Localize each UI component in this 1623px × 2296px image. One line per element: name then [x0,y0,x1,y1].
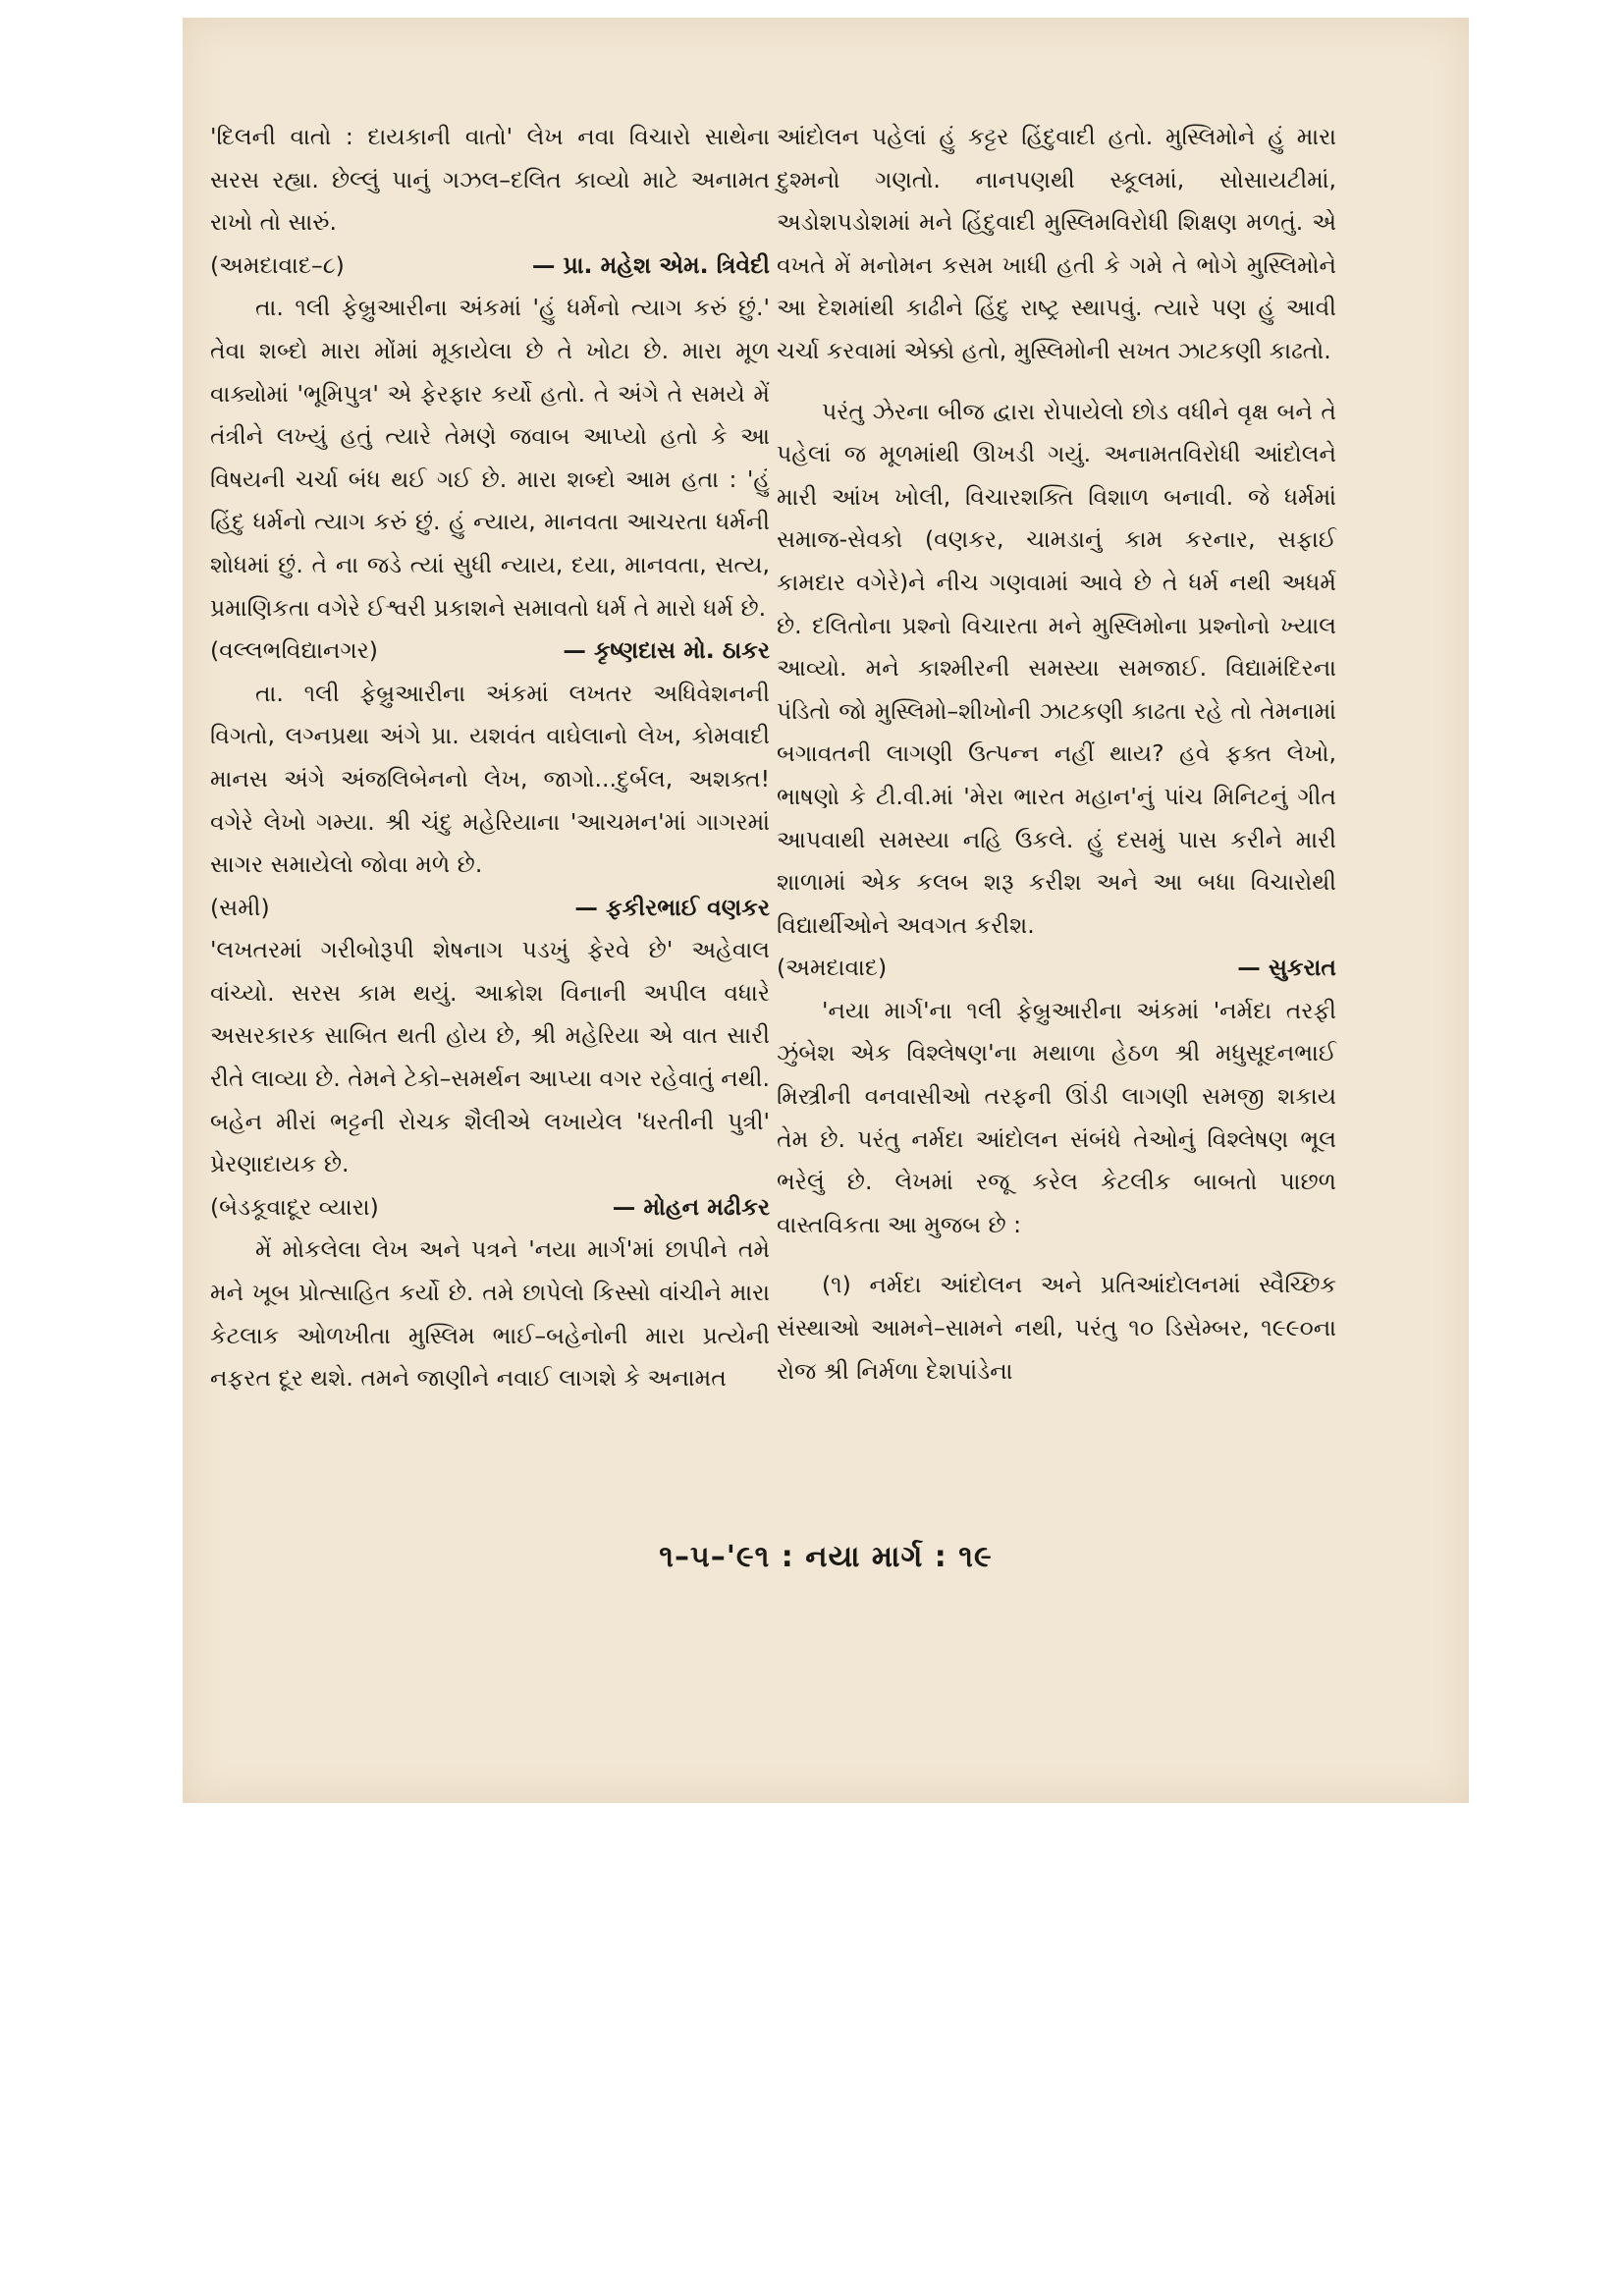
page-footer: ૧–૫–'૯૧ : નયા માર્ગ : ૧૯ [659,1540,993,1574]
signature-place: (વલ્લભવિદ્યાનગર) [210,636,378,665]
letter-paragraph: 'લખતરમાં ગરીબોરૂપી શેષનાગ પડખું ફેરવે છે' અહેવાલ વાંચ્યો. સરસ કામ થયું. આક્રોશ વિનાની અપીલ વધારે અસરકારક સાબિત થતી હોય છે, શ્રી મહેરિયા એ વાત સારી રીતે લાવ્યા છે. તેમને ટેકો–સમર્થન આપ્યા વગર રહેવાતું નથી. બહેન મીરાં ભટ્ટની રોચક શૈલીએ લખાયેલ 'ધરતીની પુત્રી' પ્રેરણાદાયક છે. [210,936,770,1178]
letter-paragraph: (૧) નર્મદા આંદોલન અને પ્રતિઆંદોલનમાં સ્વૈચ્છિક સંસ્થાઓ આમને–સામને નથી, પરંતુ ૧૦ ડિસેમ્બર, ૧૯૯૦ના રોજ શ્રી નિર્મળા દેશપાંડેના [777,1271,1336,1385]
letter-signature [210,245,770,288]
signature-name: — ફકીરભાઈ વણકર [574,893,770,921]
letter-signature [210,1186,770,1230]
signature-place: (અમદાવાદ) [777,954,888,982]
signature-place: (અમદાવાદ–૮) [210,250,345,279]
left-column [210,116,770,1400]
letter-signature [777,947,1336,990]
signature-name: — કૃષ્ણદાસ મો. ઠાકર [563,636,770,665]
letter-paragraph: તા. ૧લી ફેબ્રુઆરીના અંકમાં લખતર અધિવેશનની વિગતો, લગ્નપ્રથા અંગે પ્રા. યશવંત વાઘેલાનો લેખ, કોમવાદી માનસ અંગે અંજલિબેનનો લેખ, જાગો...દુર્બલ, અશક્ત! વગેરે લેખો ગમ્યા. શ્રી ચંદુ મહેરિયાના 'આચમન'માં ગાગરમાં સાગર સમાયેલો જોવા મળે છે. [210,679,770,879]
letter-paragraph: 'નયા માર્ગ'ના ૧લી ફેબ્રુઆરીના અંકમાં 'નર્મદા તરફી ઝુંબેશ એક વિશ્લેષણ'ના મથાળા હેઠળ શ્રી મધુસૂદનભાઈ મિસ્ત્રીની વનવાસીઓ તરફની ઊંડી લાગણી સમજી શકાય તેમ છે. પરંતુ નર્મદા આંદોલન સંબંધે તેઓનું વિશ્લેષણ ભૂલ ભરેલું છે. લેખમાં રજૂ કરેલ કેટલીક બાબતો પાછળ વાસ્તવિકતા આ મુજબ છે : [777,996,1336,1238]
letter-paragraph: આંદોલન પહેલાં હું કટ્ટર હિંદુવાદી હતો. મુસ્લિમોને હું મારા દુશ્મનો ગણતો. નાનપણથી સ્કૂલમાં, સોસાયટીમાં, અડોશપડોશમાં મને હિંદુવાદી મુસ્લિમવિરોધી શિક્ષણ મળતું. એ વખતે મેં મનોમન કસમ ખાધી હતી કે ગમે તે ભોગે મુસ્લિમોને આ દેશમાંથી કાઢીને હિંદુ રાષ્ટ્ર સ્થાપવું. ત્યારે પણ હું આવી ચર્ચા કરવામાં એક્કો હતો, મુસ્લિમોની સખત ઝાટકણી કાઢતો. [777,123,1336,364]
letter-paragraph: પરંતુ ઝેરના બીજ દ્વારા રોપાયેલો છોડ વધીને વૃક્ષ બને તે પહેલાં જ મૂળમાંથી ઊખડી ગયું. અનામતવિરોધી આંદોલને મારી આંખ ખોલી, વિચારશક્તિ વિશાળ બનાવી. જે ધર્મમાં સમાજ-સેવકો (વણકર, ચામડાનું કામ કરનાર, સફાઈ કામદાર વગેરે)ને નીચ ગણવામાં આવે છે તે ધર્મ નથી અધર્મ છે. દલિતોના પ્રશ્નો વિચારતા મને મુસ્લિમોના પ્રશ્નોનો ખ્યાલ આવ્યો. મને કાશ્મીરની સમસ્યા સમજાઈ. વિદ્યામંદિરના પંડિતો જો મુસ્લિમો–શીખોની ઝાટકણી કાઢતા રહે તો તેમનામાં બગાવતની લાગણી ઉત્પન્ન નહીં થાય? હવે ફક્ત લેખો, ભાષણો કે ટી.વી.માં 'મેરા ભારત મહાન'નું પાંચ મિનિટનું ગીત આપવાથી સમસ્યા નહિ ઉકલે. હું દસમું પાસ કરીને મારી શાળામાં એક કલબ શરૂ કરીશ અને આ બધા વિચારોથી વિદ્યાર્થીઓને અવગત કરીશ. [777,397,1336,939]
signature-place: (બેડકૂવાદૂર વ્યારા) [210,1192,379,1221]
signature-name: — પ્રા. મહેશ એમ. ત્રિવેદી [531,250,770,279]
letter-paragraph: મેં મોકલેલા લેખ અને પત્રને 'નયા માર્ગ'માં છાપીને તમે મને ખૂબ પ્રોત્સાહિત કર્યો છે. તમે છાપેલો કિસ્સો વાંચીને મારા કેટલાક ઓળખીતા મુસ્લિમ ભાઈ–બહેનોની મારા પ્રત્યેની નફરત દૂર થશે. તમને જાણીને નવાઈ લાગશે કે અનામત [210,1235,770,1393]
letter-signature [210,629,770,673]
scanned-page [183,18,1469,1803]
letter-signature [210,887,770,930]
signature-name: — મોહન મઢીકર [612,1192,770,1221]
letter-paragraph: તા. ૧લી ફેબ્રુઆરીના અંકમાં 'હું ધર્મનો ત્યાગ કરું છું.' તેવા શબ્દો મારા મોંમાં મૂકાયેલા છે તે ખોટા છે. મારા મૂળ વાક્યોમાં 'ભૂમિપુત્ર' એ ફેરફાર કર્યો હતો. તે અંગે તે સમયે મેં તંત્રીને લખ્યું હતું ત્યારે તેમણે જવાબ આપ્યો હતો કે આ વિષયની ચર્ચા બંધ થઈ ગઈ છે. મારા શબ્દો આમ હતા : 'હું હિંદુ ધર્મનો ત્યાગ કરું છું. હું ન્યાય, માનવતા આચરતા ધર્મની શોધમાં છું. તે ના જડે ત્યાં સુધી ન્યાય, દયા, માનવતા, સત્ય, પ્રમાણિકતા વગેરે ઈશ્વરી પ્રકાશને સમાવતો ધર્મ તે મારો ધર્મ છે. [210,294,770,622]
right-column [777,116,1336,1393]
signature-place: (સમી) [210,893,270,921]
letter-paragraph: 'દિલની વાતો : દાયકાની વાતો' લેખ નવા વિચારો સાથેના સરસ રહ્યા. છેલ્લું પાનું ગઝલ–દલિત કાવ્યો માટે અનામત રાખો તો સારું. [210,123,770,237]
signature-name: — સુકરાત [1237,954,1336,982]
